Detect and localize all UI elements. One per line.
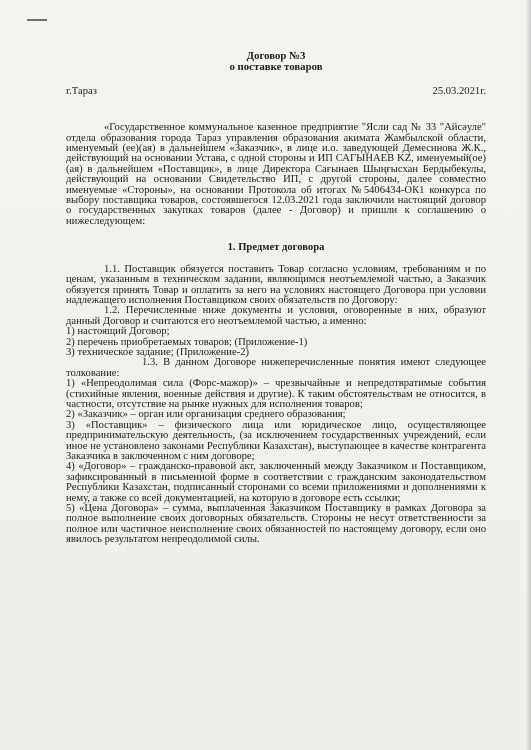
definition-item: 1) «Непреодолимая сила (Форс-мажор)» – чрезвычайные и непредотвратимые события (стихийные явления, военные действия и другие). К таким обстоятельствам не относится, в частности, отсутствие на рынке нужных для исполнения товаров; xyxy=(66,378,486,410)
clause-1-3: 1.3. В данном Договоре нижеперечисленные понятия имеют следующее толкование: xyxy=(66,357,486,379)
contract-subtitle: о поставке товаров xyxy=(229,61,323,74)
scan-edge-mark xyxy=(27,19,47,21)
document-list-item: 1) настоящий Договор; xyxy=(66,326,170,338)
document-body xyxy=(66,51,486,546)
definition-item: 5) «Цена Договора» – сумма, выплаченная Заказчиком Поставщику в рамках Договора за полное выполнение своих договорных обязательств. Стороны не несут ответственности за полное или частичное неисполнение своих обязанностей по настоящему договору, если оно явилось результатом непреодолимой силы. xyxy=(66,503,486,546)
contract-place: г.Тараз xyxy=(66,85,97,97)
definition-item: 3) «Поставщик» – физического лица или юридическое лицо, осуществляющее предпринимательскую деятельность, (за исключением государственных учреждений, если иное не установлено законами Республики Казахстан), выступающее в качестве контрагента Заказчика в заключенном с ним договоре; xyxy=(66,419,486,462)
definition-item: 4) «Договор» – гражданско-правовой акт, заключенный между Заказчиком и Поставщиком, зафиксированный в письменной форме в соответствии с гражданским законодательством Республики Казахстан, подписанный сторонами со всеми приложениями и дополнениями к нему, а также со всей документацией, на которую в договоре есть ссылки; xyxy=(66,461,486,504)
document-list-item: 2) перечень приобретаемых товаров; (Приложение-1) xyxy=(66,336,308,348)
clause-1-2: 1.2. Перечисленные ниже документы и условия, оговоренные в них, образуют данный Договор и считаются его неотъемлемой частью, а именно: xyxy=(66,305,486,327)
contract-title: Договор №3 xyxy=(246,50,306,62)
clause-1-1: 1.1. Поставщик обязуется поставить Товар согласно условиям, требованиям и по ценам, указанным в техническом задании, являющимся неотъемлемой частью, а Заказчик обязуется принять Товар и оплатить за него на условиях настоящего Договора при условии надлежащего исполнения Поставщиком своих обязательств по Договору: xyxy=(66,263,486,306)
definition-item: 2) «Заказчик» – орган или организация среднего образования; xyxy=(66,409,346,421)
preamble-paragraph: «Государственное коммунальное казенное предприятие "Ясли сад № 33 "Айсәуле" отдела образования города Тараз управления образования акимата Жамбылской области, именуемый (ее)(ая) в дальнейшем «Заказчик», в лице и.о. заведующей Демесинова Ж.К., действующий на основании Устава, с одной стороны и ИП САГЫНАЕВ KZ, именуемый(ое)(ая) в дальнейшем «Поставщик», в лице Директора Сағынаев Шыңғысхан Бердыбекулы, действующий на основании Свидетельство ИП, с другой стороны, далее совместно именуемые «Стороны», на основании Протокола об итогах №5406434-ОК1 конкурса по выбору поставщика товаров, состоявшегося 12.03.2021 года заключили настоящий договор о государственных закупках товаров (далее - Договор) и пришли к соглашению о нижеследующем: xyxy=(66,122,486,227)
section-1-title: 1. Предмет договора xyxy=(227,242,325,254)
page-edge-shadow xyxy=(526,0,531,750)
document-list-item: 3) техническое задание; (Приложение-2) xyxy=(66,346,250,358)
place-date-row xyxy=(66,87,486,97)
contract-date: 25.03.2021г. xyxy=(432,85,486,97)
